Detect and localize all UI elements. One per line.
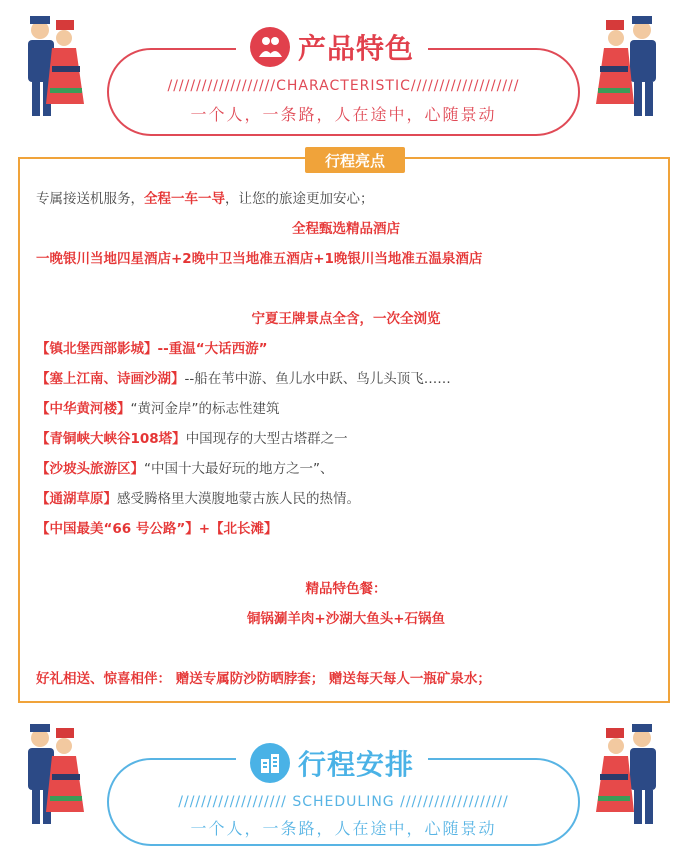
banner-slogan: 一个人，一条路，人在途中，心随景动 (190, 105, 497, 124)
banner-subtitle: ///////////////////CHARACTERISTIC/////////////////// (167, 78, 520, 94)
banner-title-group (236, 738, 428, 788)
building-icon (250, 743, 290, 783)
attraction-item: 【中国最美“66 号公路”】+【北长滩】 (36, 521, 278, 537)
scenic-heading: 宁夏王牌景点全含，一次全浏览 (251, 311, 441, 327)
attraction-item: 【中华黄河楼】“黄河金岸”的标志性建筑 (36, 401, 280, 417)
ethnic-couple-illustration-left (12, 8, 92, 128)
attraction-item: 【塞上江南、诗画沙湖】--船在苇中游、鱼儿水中跃、鸟儿头顶飞…… (36, 371, 451, 387)
product-features-banner (0, 0, 683, 150)
gift-line: 好礼相送、惊喜相伴： 赠送专属防沙防晒脖套； 赠送每天每人一瓶矿泉水； (36, 671, 491, 687)
banner-title-group (236, 22, 428, 72)
attraction-item: 【镇北堡西部影城】--重温“大话西游” (36, 341, 268, 357)
attraction-item: 【通湖草原】感受腾格里大漠腹地蒙古族人民的热情。 (36, 491, 360, 507)
itinerary-highlights-panel (18, 151, 670, 703)
hotel-detail: 一晚银川当地四星酒店+2晚中卫当地准五酒店+1晚银川当地准五温泉酒店 (36, 251, 483, 267)
hotel-heading: 全程甄选精品酒店 (292, 221, 400, 237)
schedule-banner (0, 708, 683, 858)
ethnic-couple-illustration-left (12, 716, 92, 836)
ethnic-couple-illustration-right (590, 8, 670, 128)
banner-slogan: 一个人，一条路，人在途中，心随景动 (190, 819, 497, 838)
food-heading: 精品特色餐： (305, 581, 387, 597)
attraction-item: 【青铜峡大峡谷108塔】中国现存的大型古塔群之一 (36, 431, 348, 447)
panel-title: 行程亮点 (305, 147, 405, 173)
attraction-item: 【沙坡头旅游区】“中国十大最好玩的地方之一”、 (36, 461, 334, 477)
banner-title: 行程安排 (298, 748, 415, 781)
people-icon (250, 27, 290, 67)
food-detail: 铜锅涮羊肉+沙湖大鱼头+石锅鱼 (246, 611, 446, 627)
banner-title: 产品特色 (298, 32, 415, 65)
intro-line: 专属接送机服务，全程一车一导，让您的旅途更加安心； (36, 191, 374, 207)
banner-subtitle: /////////////////// SCHEDULING /////////////////// (178, 794, 509, 810)
intro-emphasis: 全程一车一导 (144, 191, 225, 207)
ethnic-couple-illustration-right (590, 716, 670, 836)
